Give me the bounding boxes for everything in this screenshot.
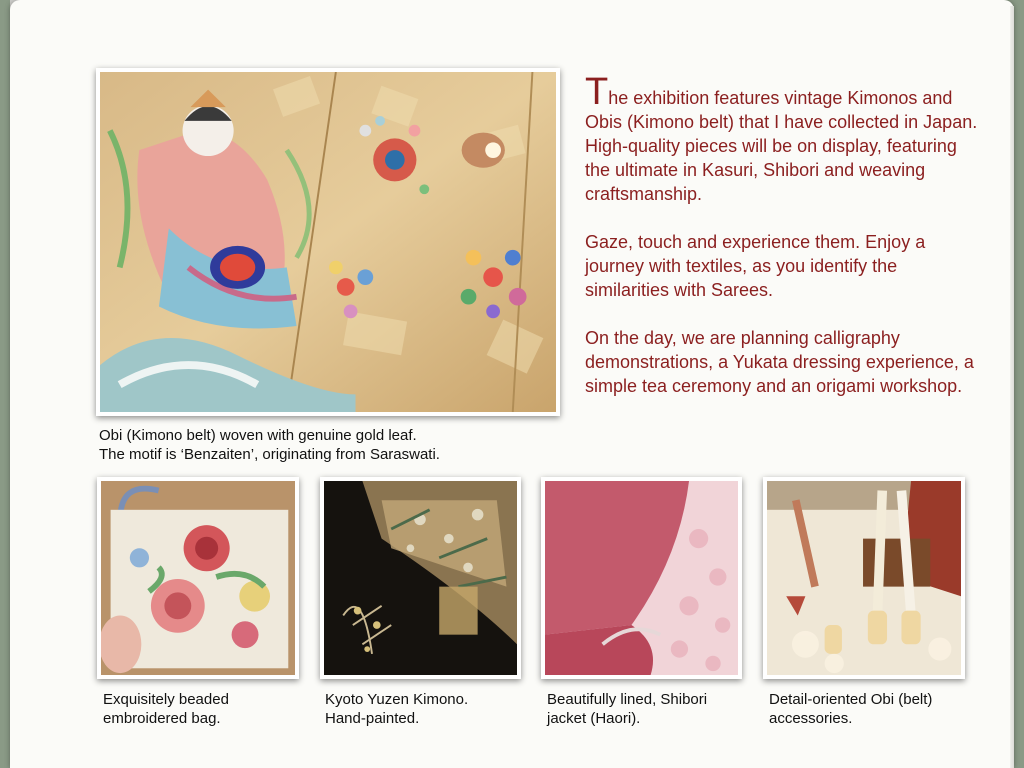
yuzen-kimono-photo [320, 477, 521, 679]
intro-paragraph-3: On the day, we are planning calligraphy demonstrations, a Yukata dressing experience, a simple tea ceremony and an origami workshop. [585, 328, 974, 396]
gallery-caption-obi-accessories: Detail-oriented Obi (belt) accessories. [769, 691, 933, 727]
gallery-caption-shibori-jacket: Beautifully lined, Shibori jacket (Haori). [547, 691, 708, 727]
gallery-caption-yuzen-kimono: Kyoto Yuzen Kimono. Hand-painted. [325, 691, 469, 727]
gold-obi-benzaiten-photo [96, 68, 560, 416]
intro-paragraph-1-text: he exhibition features vintage Kimonos and Obis (Kimono belt) that I have collected in Japan. High-quality pieces will be on display, featuring the ultimate in Kasuri, Shibori and weaving craftsmanship. [585, 88, 978, 204]
drop-cap: T [585, 71, 609, 113]
intro-text [585, 71, 985, 422]
gallery-caption-beaded-bag: Exquisitely beaded embroidered bag. [103, 691, 229, 727]
main-photo-caption: Obi (Kimono belt) woven with genuine gold leaf. The motif is ‘Benzaiten’, originating from Saraswati. [99, 427, 440, 463]
shibori-jacket-photo [541, 477, 742, 679]
intro-paragraph-2: Gaze, touch and experience them. Enjoy a journey with textiles, as you identify the similarities with Sarees. [585, 232, 926, 300]
beaded-bag-photo [97, 477, 299, 679]
obi-accessories-photo [763, 477, 965, 679]
page-edge [1010, 6, 1014, 768]
intro-paragraph-1 [585, 71, 985, 206]
